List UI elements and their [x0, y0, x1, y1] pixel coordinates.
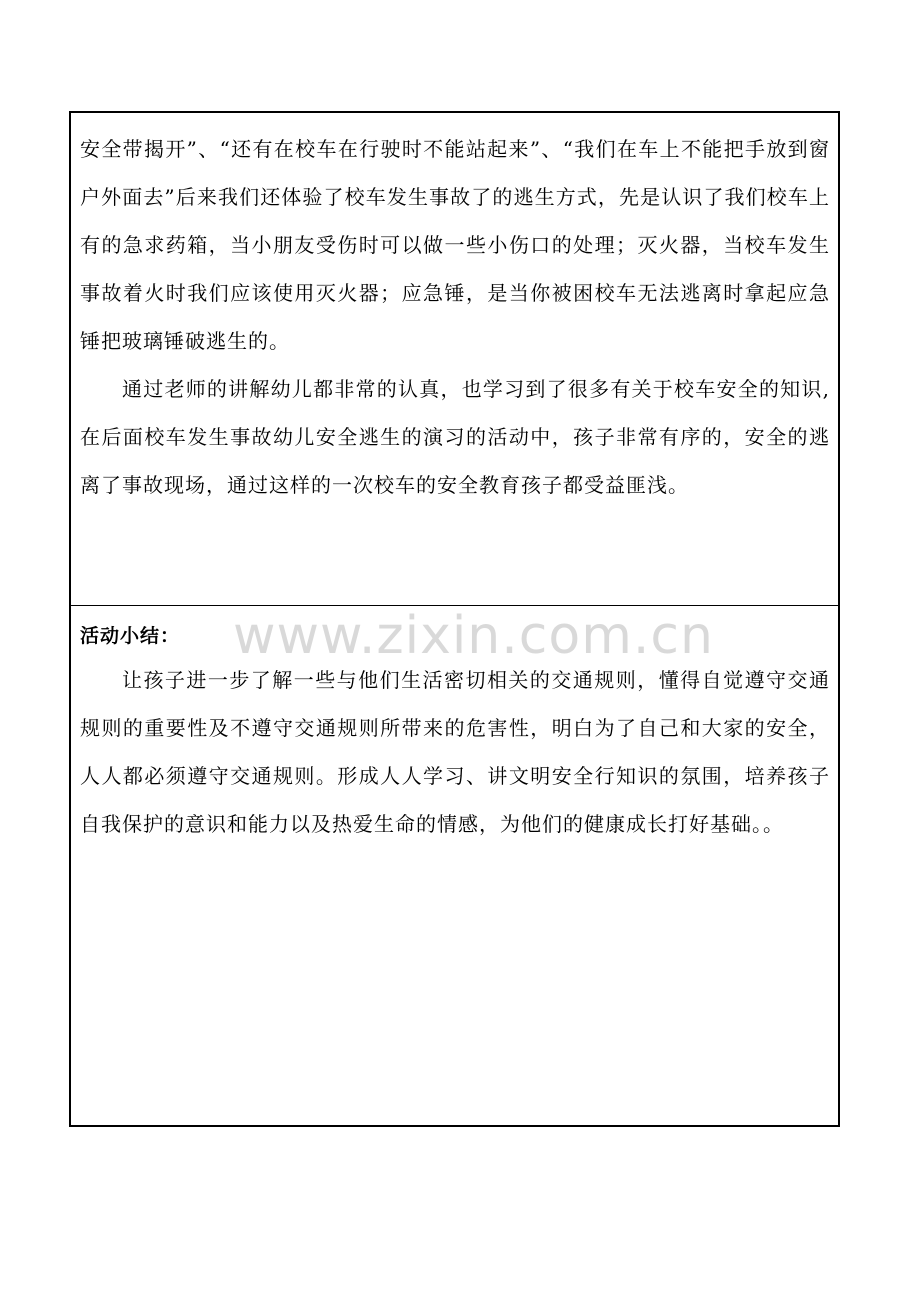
process-paragraph-1: 安全带揭开”、“还有在校车在行驶时不能站起来”、“我们在车上不能把手放到窗户外面去”后来我们还体验了校车发生事故了的逃生方式，先是认识了我们校车上有的急求药箱，当小朋友受伤时可以做一些小伤口的处理；灭火器，当校车发生事故着火时我们应该使用灭火器；应急锤，是当你被困校车无法逃离时拿起应急锤把玻璃锤破逃生的。: [80, 137, 830, 353]
activity-summary-cell: [71, 606, 838, 1125]
process-paragraph-2: 通过老师的讲解幼儿都非常的认真，也学习到了很多有关于校车安全的知识,在后面校车发生事故幼儿安全逃生的演习的活动中，孩子非常有序的，安全的逃离了事故现场，通过这样的一次校车的安全教育孩子都受益匪浅。: [80, 377, 830, 497]
activity-process-cell: [71, 113, 838, 606]
document-table: [69, 111, 840, 1127]
watermark-text: www.zixin.com.cn: [233, 606, 714, 666]
summary-heading: 活动小结：: [80, 625, 181, 647]
summary-paragraph-1: 让孩子进一步了解一些与他们生活密切相关的交通规则，懂得自觉遵守交通规则的重要性及不遵守交通规则所带来的危害性，明白为了自己和大家的安全，人人都必须遵守交通规则。形成人人学习、讲文明安全行知识的氛围，培养孩子自我保护的意识和能力以及热爱生命的情感，为他们的健康成长打好基础。。: [80, 668, 830, 836]
